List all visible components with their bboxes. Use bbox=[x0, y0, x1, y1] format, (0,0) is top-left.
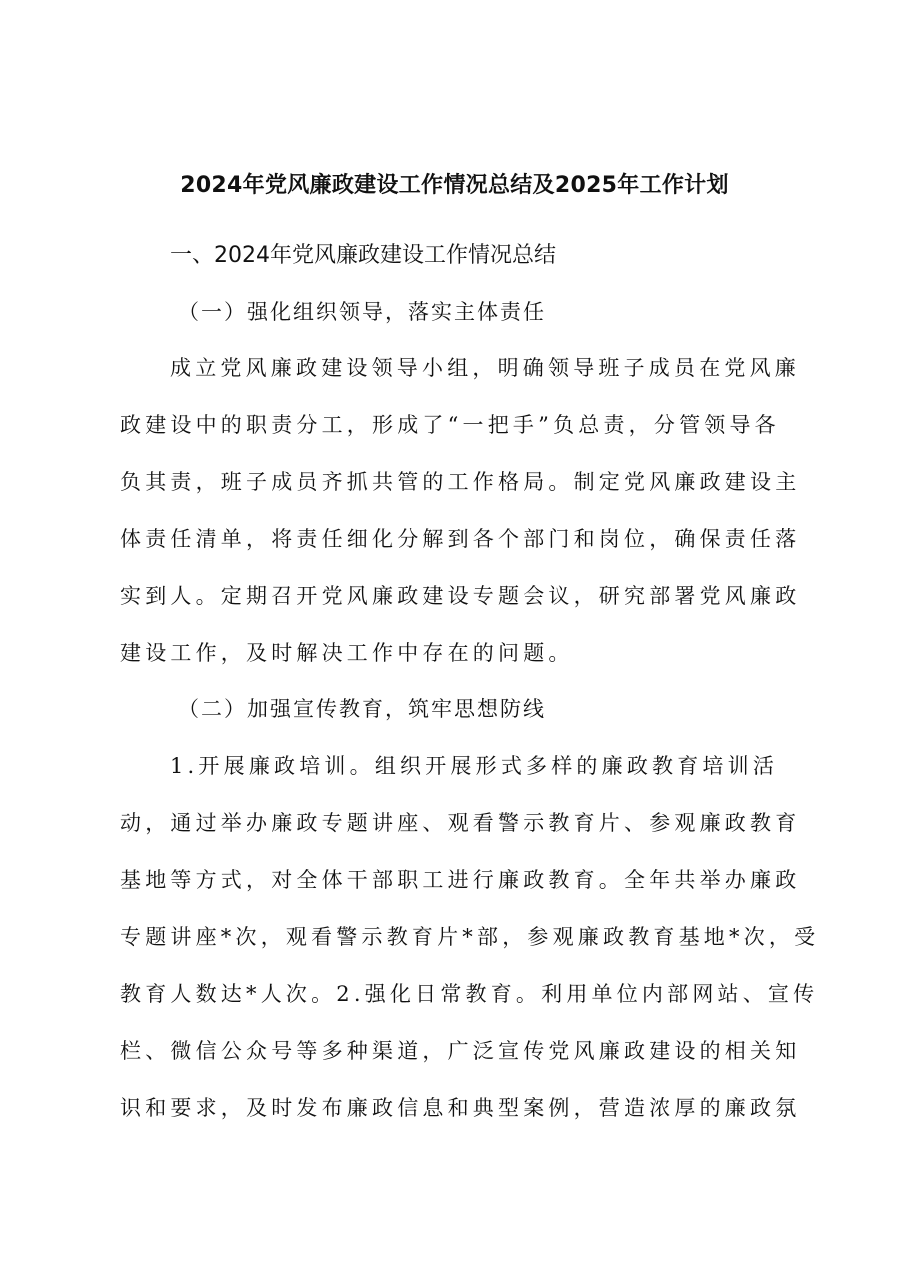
paragraph-line: 教育人数达*人次。2.强化日常教育。利用单位内部网站、宣传 bbox=[120, 982, 819, 1006]
document-title: 2024年党风廉政建设工作情况总结及2025年工作计划 bbox=[180, 173, 729, 198]
paragraph-line: 识和要求，及时发布廉政信息和典型案例，营造浓厚的廉政氛 bbox=[120, 1096, 801, 1120]
paragraph-line: 1.开展廉政培训。组织开展形式多样的廉政教育培训活 bbox=[170, 754, 779, 778]
paragraph-line: 体责任清单，将责任细化分解到各个部门和岗位，确保责任落 bbox=[120, 527, 801, 551]
paragraph-line: 负其责，班子成员齐抓共管的工作格局。制定党风廉政建设主 bbox=[120, 470, 801, 494]
paragraph-line: 栏、微信公众号等多种渠道，广泛宣传党风廉政建设的相关知 bbox=[120, 1039, 801, 1063]
section-heading-1: 一、2024年党风廉政建设工作情况总结 bbox=[170, 243, 556, 268]
subsection-heading-2: （二）加强宣传教育，筑牢思想防线 bbox=[178, 697, 546, 721]
paragraph-line: 动，通过举办廉政专题讲座、观看警示教育片、参观廉政教育 bbox=[120, 811, 801, 835]
paragraph-line: 建设工作，及时解决工作中存在的问题。 bbox=[120, 641, 574, 665]
paragraph-line: 基地等方式，对全体干部职工进行廉政教育。全年共举办廉政 bbox=[120, 868, 801, 892]
paragraph-line: 成立党风廉政建设领导小组，明确领导班子成员在党风廉 bbox=[170, 356, 800, 380]
subsection-heading-1: （一）强化组织领导，落实主体责任 bbox=[178, 300, 546, 324]
paragraph-line: 专题讲座*次，观看警示教育片*部，参观廉政教育基地*次，受 bbox=[120, 925, 820, 949]
paragraph-line: 政建设中的职责分工，形成了“一把手”负总责，分管领导各 bbox=[120, 413, 780, 437]
paragraph-line: 实到人。定期召开党风廉政建设专题会议，研究部署党风廉政 bbox=[120, 584, 801, 608]
